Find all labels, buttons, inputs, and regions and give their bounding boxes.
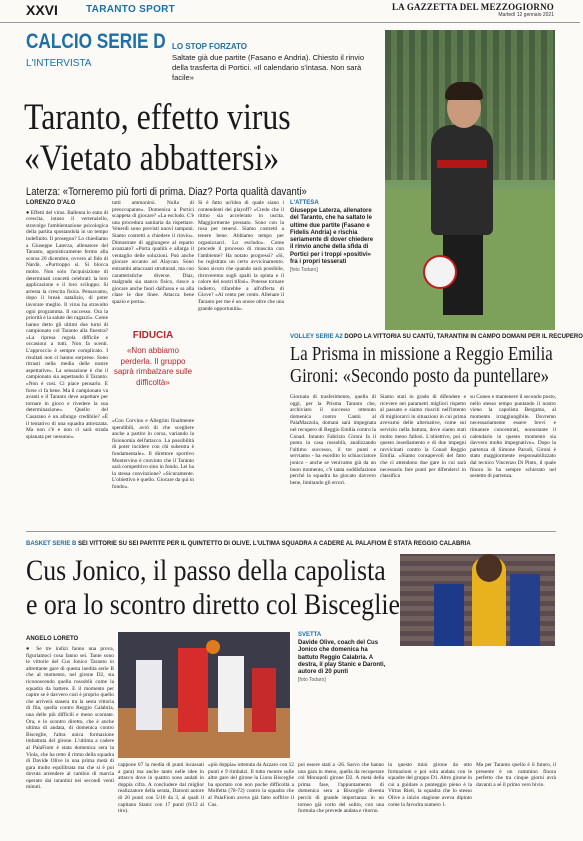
story1-headline — [24, 97, 368, 179]
story3-col2-text: cappone 67 la media di punti incassati a gara) ma anche tanto nelle idee in attacco dove in quattro sono andati in doppia cifra. A concludere dal miglior realizzatore della serata, Daronti autore di 20 punti con 5/10 da 3, ai quali il capitano Stanic con 17 punti (6/12 al tiro). — [118, 762, 204, 815]
story2-col1-text: Giornata di trasferimento, quella di oggi, per la Prisma Taranto che, archiviato il successo ottenuto domenica contro Cantù al PalaMazzola, domani sarà impegnata nel recupero di Reggio Emilia contro la Conad. Intanto Fabrizio Gironi fa il punto in casa rossoblù, analizzando l'ultimo successo, il tre punti e serviamo - ha esordito lo schiacciatore jonico - anche se venivamo già da un buon momento, c'è tanta soddisfazione perché la squadra ha giocato davvero bene, limitando gli errori. — [290, 394, 376, 486]
caption-text: Giuseppe Laterza, allenatore del Taranto, che ha saltato le ultime due partite (Fasano e Fidelis Andria) e rischia seriamente di dover chiedere il rinvio anche della sfida di Portici per i troppi «positivi» fra i propri tesserati — [290, 208, 374, 266]
story2-col3-text: su Cuneo e mantenere il secondo posto, nello stesso tempo puntando il nostro vieno la capolista Bergamo, al momento irraggiungibile. Dovremo necessariamente essere brevi e rimanere concentrati, nonostante il calendario in questo momento sia davvero molto impegnativo». Dopo la partenza di Simone Parodi, Gironi è stato maggiormente responsabilizzato dal tecnico Vincenzo Di Pinto, il quale finora lo ha sempre schierato nel sestetto di partenza. — [470, 394, 556, 480]
players-photo — [400, 554, 555, 646]
story3-column-6 — [476, 762, 556, 836]
story2-column-1 — [290, 394, 376, 530]
story3-col6-text: Ma per Taranto quello è il futuro, il presente è un cammino finora perfetto che tra cinque giorni avrà davanti a sé il primo vero bivio. — [476, 762, 556, 788]
story1-headline-line1: Taranto, effetto virus — [24, 97, 291, 138]
story2-col2-text: Siamo stati in grado di difendere e ricevere nei parametri migliori rispetto al passato e siamo riusciti nell'intento di migliorarci in situazioni in cui prima avevamo delle alternative, come sul servizio nella battuta, dove siamo stati molto meno fallosi. L'obiettivo, poi si questo insediamento e di due impegni ravvicinati contro la Conad Reggio Emilia. «Siamo consapevoli del fatto che ci attendono due gare in cui sarà necessario fare punti per difenderci in classifica — [380, 394, 466, 480]
story3-kicker-text: SEI VITTORIE SU SEI PARTITE PER IL QUINTETTO DI OLIVE. L'ULTIMA SQUADRA A CADERE AL PALAFIOM È STATA REGGIO CALABRIA — [78, 541, 471, 547]
story3-kicker-label: BASKET SERIE B — [26, 541, 77, 547]
pull-quote — [112, 330, 194, 414]
story1-col1-text: ● Effetti del virus. Ballenta lo stato di crescita, intuso il vertenziello, stravolge l'ambientazione psicologica della partita spostandola in un tempo indefinito. Il proseguo? Lo chiediamo a Giuseppe Laterza, allenatore del Taranto, agonisticamente fermo alla scorsa 20 dicembre, ovvero al fido di Nardò. «Purtroppo sì. Si blocca molto. Non solo l'acquisizione di determinati concetti celebrati: la loro applicazione e il loro sviluppo. Si arresta la crescita fisica. Pensavamo, dopo il break natalizio, di poter lavorare meglio. Il virus ha stravolto ogni programma. Il successo. Ora la priorità è la salute dei ragazzi». Come hanno detto gli ultimi due turni di campionato col Taranto alla finestra? «La ripresa regola difficile e occasioni a tutti. Non fa scenti. L'approccio è sempre complicato. I risultati non ci hanno sorpreso. Sono ritrasti nella media delle nostre aspettative». La sensazione è che il campionato sia aspettando il Taranto. «Non è così. Ci piace pensarlo. E forse ci fa bene. Ma il campionato va avanti e il Taranto deve aspettare per tornare in gioco e rivedere la sua determinazione». Quello del Casarano è un allungo credibile? «È il tentativo di una squadra attrezzata. Ma non c'è e non ci sarà strada spianata per nessuno». — [26, 209, 108, 440]
story3-byline: ANGELO LORETO — [26, 636, 79, 642]
story2-kicker-label: VOLLEY SERIE A2 — [290, 334, 343, 340]
page-number: XXVI — [26, 2, 58, 18]
story3-col1-text: ● Se tre indizi fanno una prova, figuriamoci cosa fanno sei. Tante sono le vittorie del Cus Jonico Taranto in altrettante gare di questa inedita serie B che al momento, nel girone D2, sta riconoscendo quella rossoblù come la squadra da battere. E il momento per capire se è davvero così è proprio quello che arriverà stasera tra la sesta vittoria di fila, quella contro Reggio Calabria, una delle più difficili e meno scontate. Ora, e lo scontro diretto, che è anche ultima di andata, di domenica contro Bisceglie, l'altra unica formazione imbattuta del girone. L'ultima a cadere al PalaFiom è stata domenica sera la Viola, che ha retto il ritmo della squadra di Davide Olive in una prima metà di gara molto equilibrata ma che si è poi dovuta arrendere al cambio di marcia operato dai tarantini nei secondi venti minuti. — [26, 646, 114, 791]
caption-head: L'ATTESA — [290, 200, 319, 206]
story3-column-3 — [208, 762, 294, 836]
story3-headline-line2: e ora lo scontro diretto col Bisceglie — [26, 588, 400, 621]
story1-kicker-sub: L'INTERVISTA — [26, 58, 92, 69]
story1-column-2 — [112, 200, 194, 330]
story1-col3-text: Si è fatto un'idea di quale siano i contendenti dei playoff? «Credo che il ritmo sia accelerato in uscita. Maggiormente pressato. Sono con la rosa per tenersi. Siamo costretti a tenere bene. Abbiamo tempo per organizzarci. Lo escludo». Come procede il processo di rinascita con l'ambiente? Ha notato progressi? «Sì, ho registrato un certo avvicinamento. Sono sicuro che quando sarà possibile, ritroveremo sugli spalti la spinta e il calore dei nostri tifosi». Potesse tornare indietro, rifarebbe a all'offerta di Giove? «Al cento per cento. Allenare il Taranto per me è un onore oltre che una grande opportunità». — [198, 200, 284, 312]
story1-headline-line2: «Vietato abbattersi» — [24, 138, 280, 179]
story1-column-2b — [112, 418, 194, 530]
pull-quote-title: FIDUCIA — [132, 330, 174, 341]
photo-caption-svetta — [298, 632, 388, 758]
story3-column-5 — [388, 762, 472, 836]
section-divider — [26, 531, 556, 532]
story3-col3-text: «più doppia» ottenuta da Azzaro con 12 punti e 9 rimbalzi. Il tutto mentre sulle altre gare del girone la Lions Bisceglie ha sportato con non poche difficoltà a Molfetta (78-72) contro la squadra che al PalaFiom aveva già fatto soffrire il Cus. — [208, 762, 294, 808]
svetta-credit: [foto Todaro] — [298, 677, 326, 684]
caption-credit: [foto Todaro] — [290, 267, 318, 274]
story2-column-2 — [380, 394, 466, 530]
story2-kicker-text: DOPO LA VITTORIA SU CANTÙ, TARANTINI IN CAMPO DOMANI PER IL RECUPERO — [344, 334, 583, 340]
header-date: Martedì 12 gennaio 2021 — [498, 12, 554, 18]
story2-headline-line2: Gironi: «Secondo posto da puntellare» — [290, 366, 549, 387]
story1-col2-text: tutti ammonirsi. Nulla di preoccupante». Domenica a Portici scappeta di giocare? «La escludo. C'è una procedura sanitaria da rispettare. Venerdì sono previsti nuovi tamponi. Siamo costretti a chiedere il rinvio». Dimostrate di aggiungere al reparto avanzato? «Porta qualità e allarga il ventaglio delle soluzioni. Può anche giocare accanto ad Alaycan. Sono entrambi attaccanti strutturati, ma con caratteristiche diverse. Diaz, malgrado sia stanco fisico, riesce a giocare anche fuori dall'area e sa alla clase le due linee. Attacca bene spazio e porta». — [112, 200, 194, 305]
stop-head: LO STOP FORZATO — [172, 42, 247, 51]
svetta-head: SVETTA — [298, 632, 322, 638]
story1-byline: LORENZO D'ALO — [26, 200, 76, 206]
section-label: TARANTO SPORT — [86, 4, 176, 15]
story3-col4-text: poi essere stati a -26. Sarvo che hanno una gara in meno, quella da recuperare col Monopoli girone D2. A metà della prima fase, l'appuntamento di domenica sera a Bisceglie diventa perciò di grande importanza in un torneo già corto del solito, con una formula che prevede andata e ritorno. — [298, 762, 384, 815]
story2-headline — [290, 344, 557, 388]
story1-kicker: CALCIO SERIE D — [26, 30, 166, 53]
story3-column-4 — [298, 762, 384, 836]
story1-col2b-text: «Con Corvino e Allegrini finalmente spendibili, avrò di che scegliere anche a partire in corsa, variando la fisionomia dell'attacco. La possibilità di poter incidere con chi subentra è fondamentale». Il direttore sportivo Montervino è convinto che il Taranto sarà competitivo sino in fondo. Lei ha la stessa convinzione? «Sicuramente. L'obiettivo è quello. Giocare da qui in fondo». — [112, 418, 194, 490]
story2-column-3 — [470, 394, 556, 530]
story1-deck: Laterza: «Torneremo più forti di prima. Diaz? Porta qualità davanti» — [26, 186, 307, 198]
story1-column-1 — [26, 200, 108, 530]
story3-headline-line1: Cus Jonico, il passo della capolista — [26, 554, 386, 587]
story3-column-2 — [118, 762, 204, 836]
story3-column-1 — [26, 646, 114, 836]
masthead: LA GAZZETTA DEL MEZZOGIORNO — [391, 2, 554, 12]
page-header — [0, 0, 580, 23]
story3-col5-text: in questo mini girone da otto formazioni e poi sola andata con le squadre del gruppo D1. Altro girone in cui a guidare a punteggio pieno è la Virtus Rieti, la squadra che lo stesso Olive a inizio stagione aveva dipinto come la favorita numero 1. — [388, 762, 472, 808]
story3-kicker — [26, 541, 556, 547]
photo-caption-attesa — [290, 200, 378, 330]
story2-headline-line1: La Prisma in missione a Reggio Emilia — [290, 344, 553, 365]
story1-column-3 — [198, 200, 284, 530]
game-photo — [118, 632, 290, 758]
story2-kicker — [290, 334, 583, 340]
pull-quote-text: «Non abbiamo perderla. Il gruppo saprà rimbalzare sulle difficoltà» — [113, 346, 193, 387]
coach-photo — [385, 30, 555, 330]
stop-text: Saltate già due partite (Fasano e Andria). Chiesto il rinvio della trasferta di Portici. «Il calendario s'intasa. Non sarà facile» — [172, 53, 365, 82]
svetta-text: Davide Olive, coach del Cus Jonico che domenica ha battuto Reggio Calabria. A destra, il play Stanic e Daronti, autore di 20 punti — [298, 640, 386, 676]
